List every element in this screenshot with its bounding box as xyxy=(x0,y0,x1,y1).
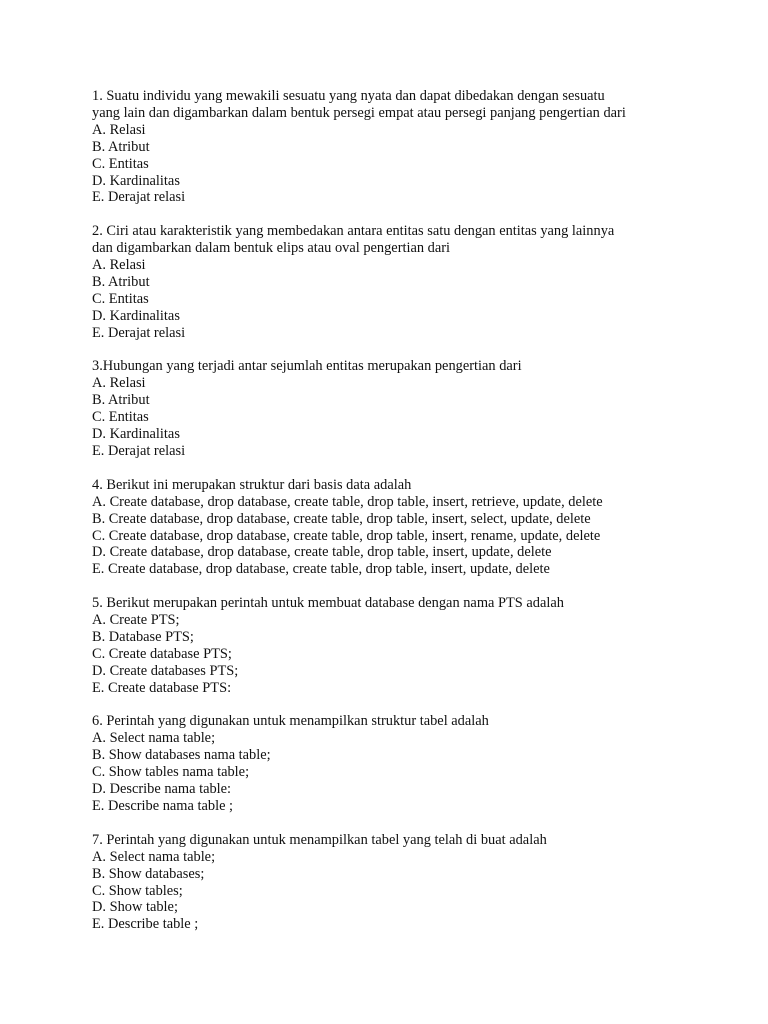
question-4 xyxy=(92,477,732,578)
question-5-text-line-1: 5. Berikut merupakan perintah untuk membuat database dengan nama PTS adalah xyxy=(92,595,564,612)
question-6-option-a: A. Select nama table; xyxy=(92,730,216,747)
question-2-option-e: E. Derajat relasi xyxy=(92,324,186,341)
question-2-text-line-2: dan digambarkan dalam bentuk elips atau oval pengertian dari xyxy=(92,240,451,257)
question-5-option-d: D. Create databases PTS; xyxy=(92,662,239,679)
question-2-text-line-1: 2. Ciri atau karakteristik yang membedakan antara entitas satu dengan entitas yang lainnya xyxy=(92,223,615,240)
question-3 xyxy=(92,358,732,459)
question-7-option-d: D. Show table; xyxy=(92,899,178,916)
question-7-option-b: B. Show databases; xyxy=(92,865,205,882)
question-4-option-a: A. Create database, drop database, create table, drop table, insert, retrieve, update, delete xyxy=(92,493,603,510)
question-6-option-c: C. Show tables nama table; xyxy=(92,764,250,781)
question-7-option-a: A. Select nama table; xyxy=(92,848,216,865)
question-2-option-b: B. Atribut xyxy=(92,273,150,290)
question-7-option-c: C. Show tables; xyxy=(92,882,183,899)
question-6 xyxy=(92,713,732,814)
question-4-option-c: C. Create database, drop database, create table, drop table, insert, rename, update, delete xyxy=(92,527,601,544)
question-3-option-c: C. Entitas xyxy=(92,409,149,426)
question-7-option-e: E. Describe table ; xyxy=(92,916,199,933)
quiz-content xyxy=(92,88,732,950)
question-6-text-line-1: 6. Perintah yang digunakan untuk menampilkan struktur tabel adalah xyxy=(92,713,489,730)
question-5-option-b: B. Database PTS; xyxy=(92,628,194,645)
question-3-option-e: E. Derajat relasi xyxy=(92,443,186,459)
question-1 xyxy=(92,88,732,206)
question-5 xyxy=(92,595,732,696)
question-5-option-a: A. Create PTS; xyxy=(92,612,180,629)
question-6-option-b: B. Show databases nama table; xyxy=(92,747,271,764)
question-3-option-d: D. Kardinalitas xyxy=(92,426,180,443)
question-1-option-b: B. Atribut xyxy=(92,138,150,155)
question-1-option-d: D. Kardinalitas xyxy=(92,172,180,189)
question-3-option-b: B. Atribut xyxy=(92,392,150,409)
question-1-text-line-2: yang lain dan digambarkan dalam bentuk persegi empat atau persegi panjang pengertian dari xyxy=(92,104,626,121)
question-1-option-c: C. Entitas xyxy=(92,155,149,172)
question-7-text-line-1: 7. Perintah yang digunakan untuk menampilkan tabel yang telah di buat adalah xyxy=(92,831,547,848)
question-1-text-line-1: 1. Suatu individu yang mewakili sesuatu yang nyata dan dapat dibedakan dengan sesuatu xyxy=(92,88,605,104)
question-2 xyxy=(92,223,732,341)
question-2-option-a: A. Relasi xyxy=(92,257,146,274)
question-3-text-line-1: 3.Hubungan yang terjadi antar sejumlah entitas merupakan pengertian dari xyxy=(92,358,522,375)
question-6-option-d: D. Describe nama table: xyxy=(92,781,232,798)
question-6-option-e: E. Describe nama table ; xyxy=(92,797,234,814)
question-7 xyxy=(92,832,732,933)
question-5-option-c: C. Create database PTS; xyxy=(92,645,232,662)
question-4-option-d: D. Create database, drop database, create table, drop table, insert, update, delete xyxy=(92,544,552,561)
question-2-option-c: C. Entitas xyxy=(92,290,149,307)
question-4-text-line-1: 4. Berikut ini merupakan struktur dari basis data adalah xyxy=(92,476,412,493)
question-1-option-a: A. Relasi xyxy=(92,121,146,138)
question-4-option-e: E. Create database, drop database, create table, drop table, insert, update, delete xyxy=(92,561,550,578)
question-4-option-b: B. Create database, drop database, create table, drop table, insert, select, update, delete xyxy=(92,510,591,527)
question-1-option-e: E. Derajat relasi xyxy=(92,189,186,206)
question-2-option-d: D. Kardinalitas xyxy=(92,307,180,324)
question-5-option-e: E. Create database PTS: xyxy=(92,679,232,696)
question-3-option-a: A. Relasi xyxy=(92,375,146,392)
